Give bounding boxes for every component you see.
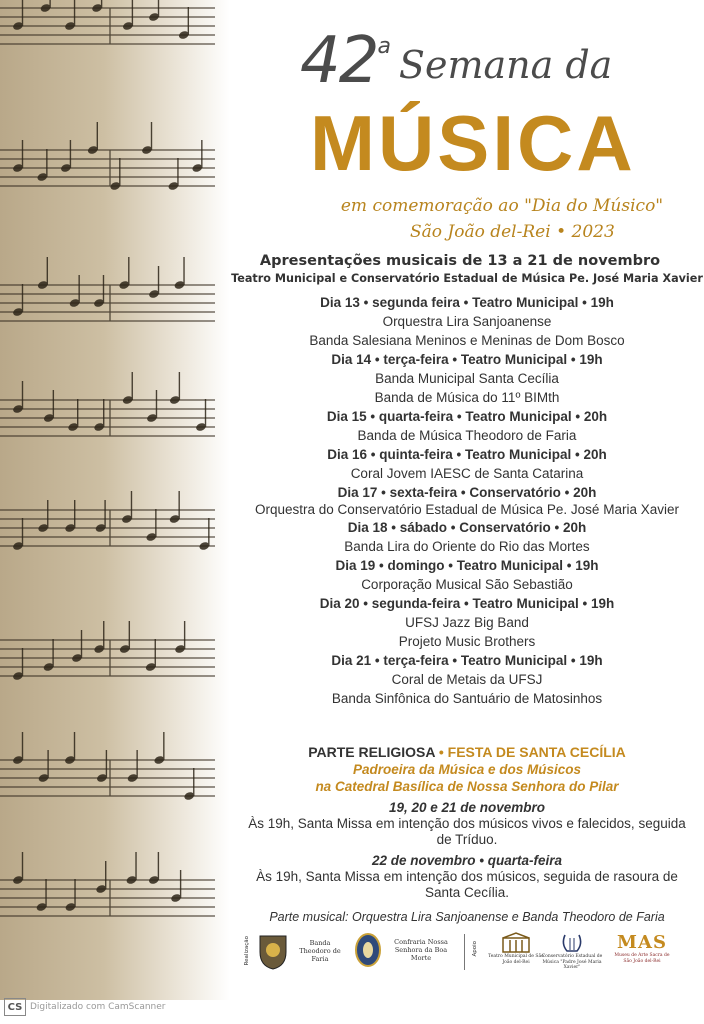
schedule-performer: Coral Jovem IAESC de Santa Catarina xyxy=(350,466,584,481)
schedule-performer: Banda Sinfônica do Santuário de Matosinhos xyxy=(331,691,603,706)
religious-title-a: PARTE RELIGIOSA xyxy=(308,744,435,760)
schedule-performer: Banda Lira do Oriente do Rio das Mortes xyxy=(344,539,590,554)
religious-text-1: Às 19h, Santa Missa em intenção dos músicos vivos e falecidos, seguida de Tríduo. xyxy=(248,816,686,847)
edition-number: 42 xyxy=(300,24,378,98)
banda-crest-icon xyxy=(256,932,290,970)
religious-date-2: 22 de novembro • quarta-feira xyxy=(371,853,563,868)
schedule-list xyxy=(240,293,694,708)
schedule-day: Dia 20 • segunda-feira • Teatro Municipal • 19h xyxy=(319,596,615,611)
confraria-logo-text: Confraria Nossa Senhora da Boa Morte xyxy=(394,938,448,962)
logo-divider xyxy=(464,934,465,970)
apoio-label: Apoio xyxy=(472,940,478,957)
schedule-day: Dia 19 • domingo • Teatro Municipal • 19h xyxy=(335,558,599,573)
religious-subtitle-1: Padroeira da Música e dos Músicos xyxy=(352,762,582,777)
semana-text: Semana da xyxy=(398,43,613,87)
camscanner-text: Digitalizado com CamScanner xyxy=(30,1002,166,1012)
schedule-day: Dia 18 • sábado • Conservatório • 20h xyxy=(347,520,587,535)
schedule-performer: Orquestra do Conservatório Estadual de Música Pe. José Maria Xavier xyxy=(255,502,679,517)
religious-date-1: 19, 20 e 21 de novembro xyxy=(388,800,546,815)
schedule-day: Dia 15 • quarta-feira • Teatro Municipal • 20h xyxy=(326,409,608,424)
religious-title xyxy=(240,744,694,761)
religious-title-b: FESTA DE SANTA CECÍLIA xyxy=(447,744,626,760)
museu-group xyxy=(612,932,672,964)
camscanner-badge: CS xyxy=(4,998,26,1016)
lyre-icon xyxy=(559,932,585,954)
sponsor-logos xyxy=(240,928,690,976)
religious-text-2: Às 19h, Santa Missa em intenção dos músicos, seguida de rasoura de Santa Cecília. xyxy=(256,869,678,900)
religious-section xyxy=(240,744,694,926)
schedule-performer: Projeto Music Brothers xyxy=(398,634,536,649)
teatro-logo-text: Teatro Municipal de São João del-Rei xyxy=(488,954,544,965)
schedule-performer: Banda Salesiana Meninos e Meninas de Dom Bosco xyxy=(309,333,625,348)
confraria-medallion-icon xyxy=(354,932,382,968)
mas-logo-mark: MAS xyxy=(617,932,667,953)
edition-ordinal: a xyxy=(377,34,391,59)
theater-facade-icon xyxy=(501,932,531,954)
schedule-performer: Banda de Música do 11º BIMth xyxy=(374,390,560,405)
museu-logo-text: Museu de Arte Sacra de São João del-Rei xyxy=(614,953,670,964)
banda-logo-text: Banda Theodoro de Faria xyxy=(299,939,341,963)
religious-subtitle-2: na Catedral Basílica de Nossa Senhora do Pilar xyxy=(315,779,619,794)
conservatorio-logo xyxy=(540,932,604,971)
confraria-group xyxy=(354,932,456,968)
venues-subtitle: Teatro Municipal e Conservatório Estadual de Música Pe. José Maria Xavier xyxy=(231,272,703,285)
schedule-day: Dia 17 • sexta-feira • Conservatório • 20h xyxy=(337,485,597,500)
musica-title: MÚSICA xyxy=(310,99,636,187)
schedule-performer: Coral de Metais da UFSJ xyxy=(391,672,543,687)
comemoracao-text: em comemoração ao "Dia do Músico" xyxy=(340,196,664,216)
religious-title-separator: • xyxy=(438,744,444,760)
schedule-performer: UFSJ Jazz Big Band xyxy=(405,615,529,630)
sheet-music-staves xyxy=(0,0,230,1000)
conservatorio-group xyxy=(540,932,604,971)
conservatorio-logo-text: Conservatório Estadual de Música "Padre José Maria Xavier" xyxy=(541,954,603,970)
city-year: São João del-Rei • 2023 xyxy=(410,222,615,242)
schedule-performer: Orquestra Lira Sanjoanense xyxy=(382,314,552,329)
schedule-performer: Corporação Musical São Sebastião xyxy=(361,577,573,592)
realizacao-group xyxy=(244,932,346,970)
schedule-day: Dia 13 • segunda feira • Teatro Municipal • 19h xyxy=(320,295,614,310)
schedule-performer: Banda de Música Theodoro de Faria xyxy=(357,428,577,443)
edition-title xyxy=(300,24,612,98)
museu-logo xyxy=(612,932,672,964)
schedule-day: Dia 21 • terça-feira • Teatro Municipal • 19h xyxy=(331,653,603,668)
schedule-day: Dia 14 • terça-feira • Teatro Municipal • 19h xyxy=(331,352,603,367)
teatro-logo xyxy=(486,932,546,965)
sheet-music-background xyxy=(0,0,230,1000)
dates-subtitle: Apresentações musicais de 13 a 21 de novembro xyxy=(259,253,661,269)
schedule-performer: Banda Municipal Santa Cecília xyxy=(375,371,559,386)
apoio-group xyxy=(472,932,546,965)
musical-part: Parte musical: Orquestra Lira Sanjoanense e Banda Theodoro de Faria xyxy=(269,910,665,924)
camscanner-watermark xyxy=(4,998,165,1016)
realizacao-label: Realização xyxy=(244,936,250,966)
schedule-day: Dia 16 • quinta-feira • Teatro Municipal • 20h xyxy=(327,447,607,462)
